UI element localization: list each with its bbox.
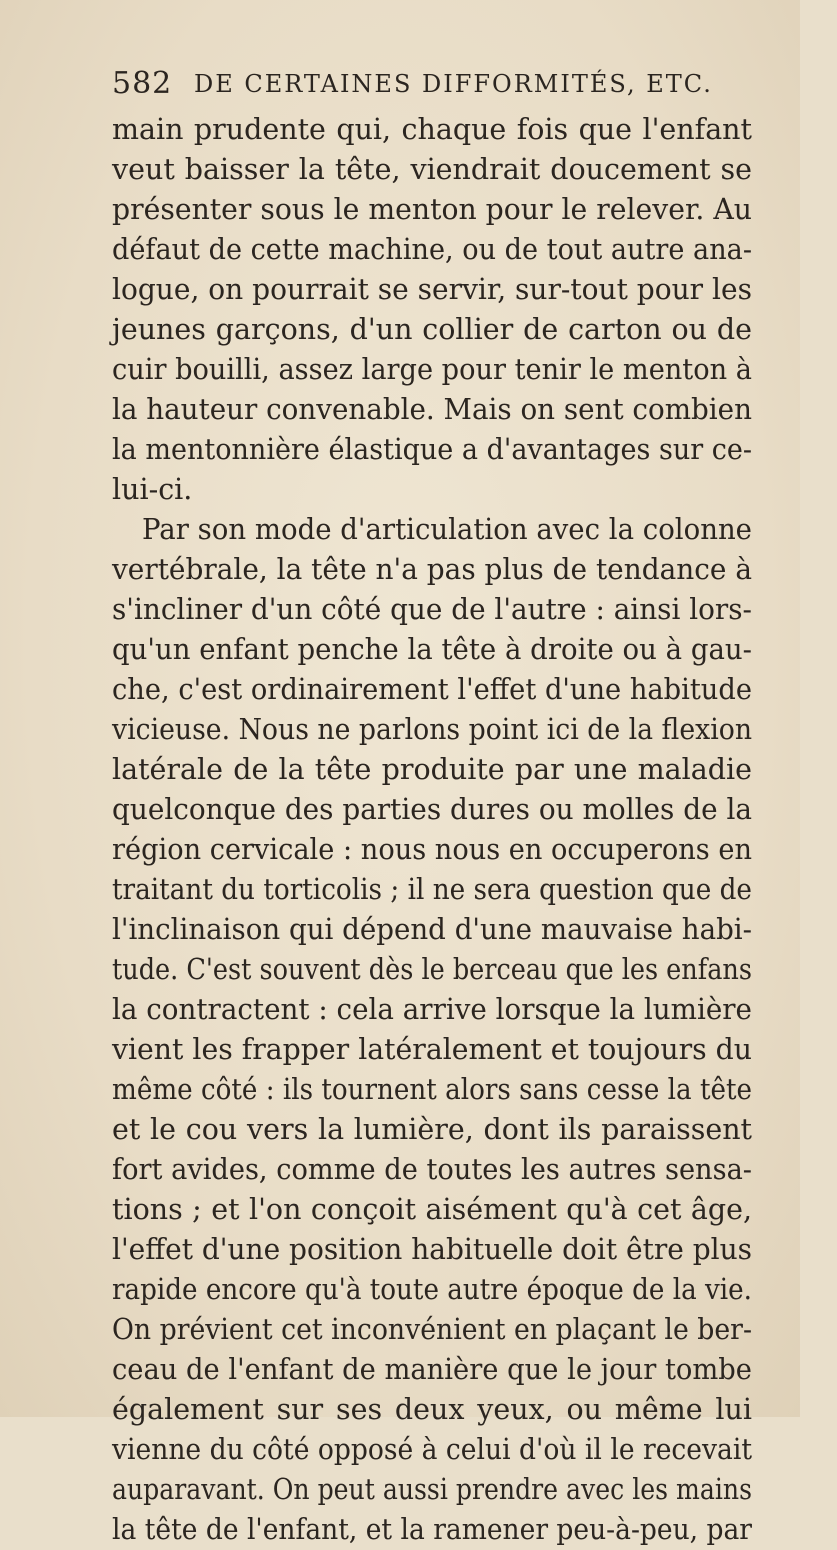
text-line: la hauteur convenable. Mais on sent combien — [112, 393, 752, 426]
text-line: ceau de l'enfant de manière que le jour tombe — [112, 1353, 752, 1386]
text-line: qu'un enfant penche la tête à droite ou à gau- — [112, 633, 752, 666]
page-header — [112, 66, 772, 106]
text-line: présenter sous le menton pour le relever. Au — [112, 193, 752, 226]
text-line: Par son mode d'articulation avec la colonne — [142, 513, 753, 546]
text-line: défaut de cette machine, ou de tout autre ana- — [112, 233, 752, 266]
text-line: également sur ses deux yeux, ou même lui — [112, 1393, 752, 1426]
text-line: On prévient cet inconvénient en plaçant le ber- — [112, 1313, 752, 1346]
text-line: cuir bouilli, assez large pour tenir le menton à — [112, 353, 752, 386]
text-line: s'incliner d'un côté que de l'autre : ainsi lors- — [112, 593, 752, 626]
text-line: main prudente qui, chaque fois que l'enfant — [112, 113, 752, 146]
text-line: rapide encore qu'à toute autre époque de la vie. — [112, 1273, 752, 1306]
text-line: l'effet d'une position habituelle doit être plus — [112, 1233, 753, 1266]
running-head: DE CERTAINES DIFFORMITÉS, ETC. — [194, 70, 713, 98]
text-line: vienne du côté opposé à celui d'où il le recevait — [112, 1433, 753, 1466]
text-line: tude. C'est souvent dès le berceau que les enfans — [112, 953, 752, 986]
text-line: vertébrale, la tête n'a pas plus de tendance à — [112, 553, 753, 586]
text-line: la contractent : cela arrive lorsque la lumière — [112, 993, 752, 1026]
text-line: et le cou vers la lumière, dont ils paraissent — [112, 1113, 752, 1146]
text-line: latérale de la tête produite par une maladie — [112, 753, 752, 786]
text-line: fort avides, comme de toutes les autres sensa- — [112, 1153, 753, 1186]
text-line: la mentonnière élastique a d'avantages sur ce- — [112, 433, 752, 466]
page-number: 582 — [112, 66, 173, 101]
text-line: l'inclinaison qui dépend d'une mauvaise habi- — [112, 913, 752, 946]
text-line: auparavant. On peut aussi prendre avec les mains — [112, 1473, 753, 1506]
text-line: quelconque des parties dures ou molles de la — [112, 793, 753, 826]
text-line: che, c'est ordinairement l'effet d'une habitude — [112, 673, 752, 706]
text-line: vicieuse. Nous ne parlons point ici de la flexion — [112, 713, 753, 746]
text-line: région cervicale : nous nous en occuperons en — [112, 833, 753, 866]
body-text — [112, 110, 752, 1550]
text-line: veut baisser la tête, viendrait doucement se — [112, 153, 753, 186]
text-line: logue, on pourrait se servir, sur-tout pour les — [112, 273, 752, 306]
text-line: la tête de l'enfant, et la ramener peu-à-peu, par — [112, 1513, 752, 1546]
text-line: lui-ci. — [112, 473, 193, 506]
text-line: traitant du torticolis ; il ne sera question que de — [112, 873, 752, 906]
text-line: jeunes garçons, d'un collier de carton ou de — [112, 313, 752, 346]
text-line: même côté : ils tournent alors sans cesse la tête — [112, 1073, 753, 1106]
text-line: vient les frapper latéralement et toujours du — [112, 1033, 753, 1066]
text-line: tions ; et l'on conçoit aisément qu'à cet âge, — [112, 1193, 753, 1226]
